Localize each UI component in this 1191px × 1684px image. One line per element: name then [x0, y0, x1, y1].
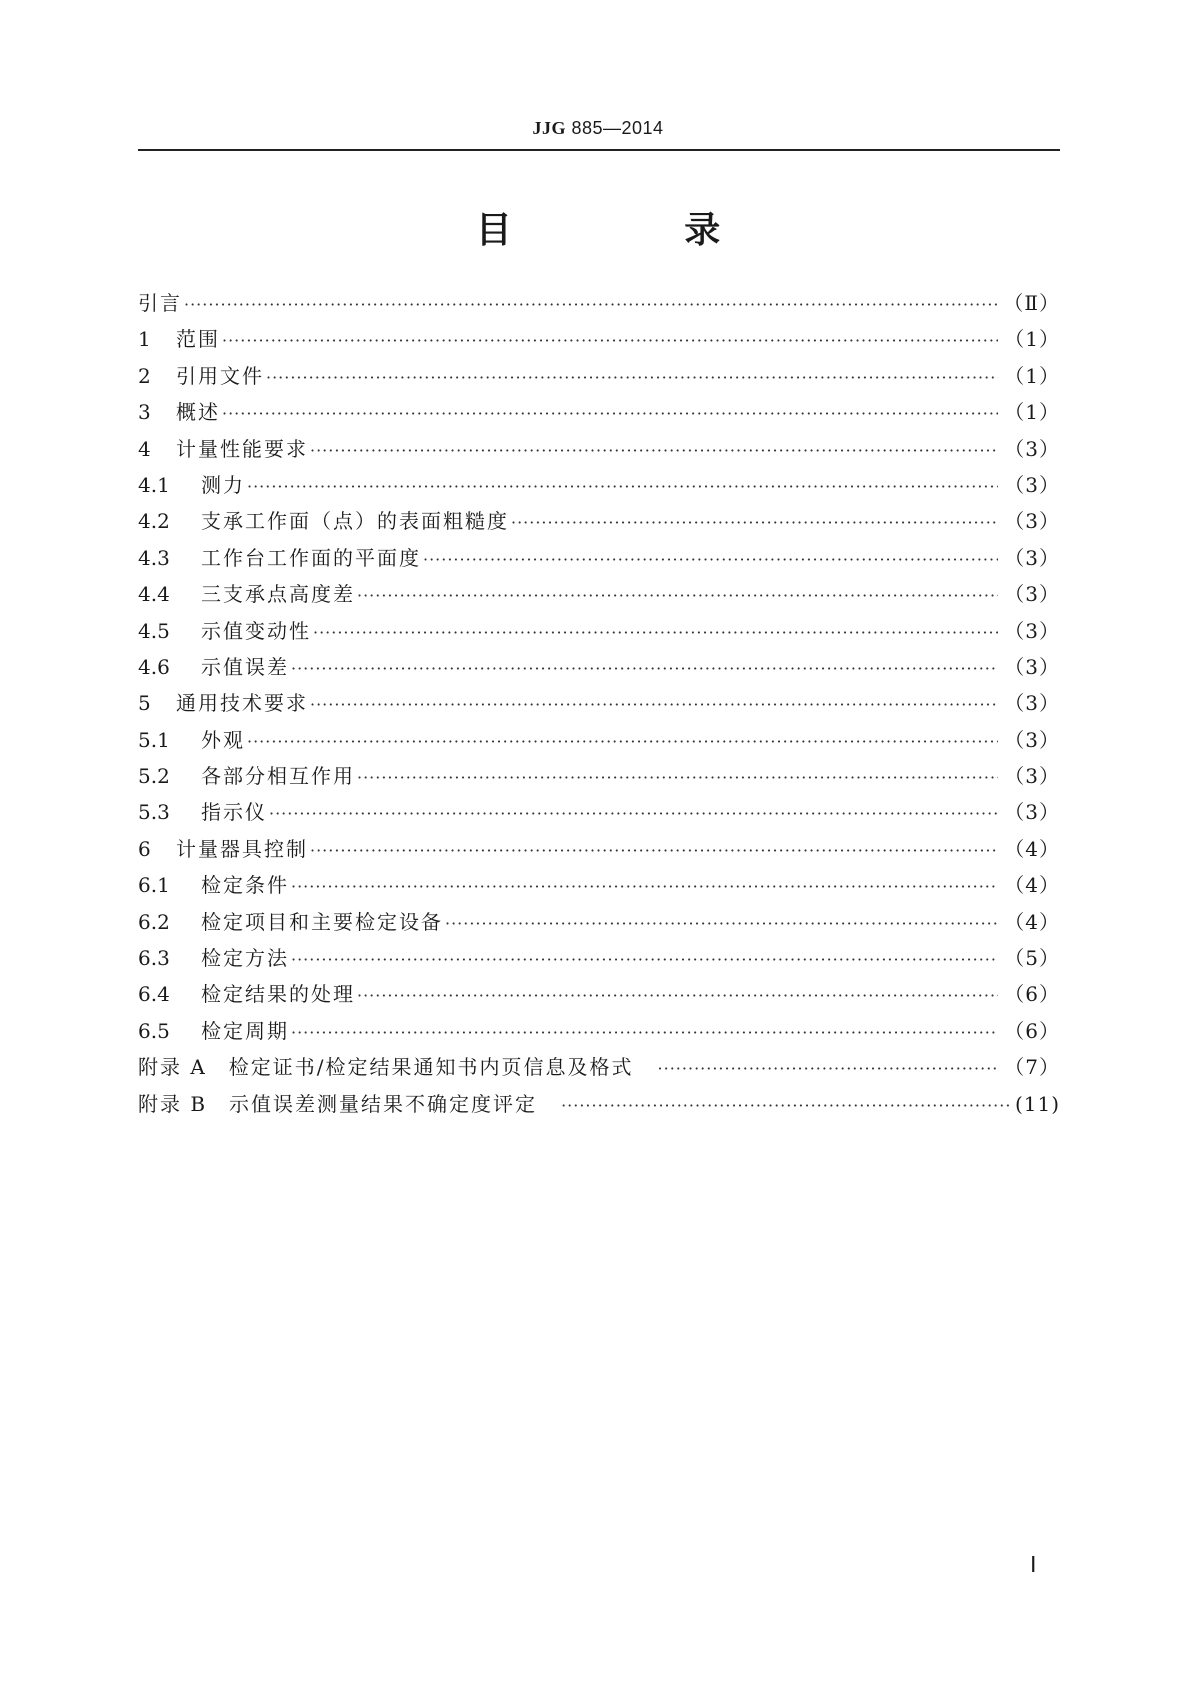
- toc-leader-dots: [222, 404, 998, 423]
- toc-entry-number: 4.2: [138, 509, 170, 534]
- toc-entry-number: 6.1: [138, 873, 170, 898]
- toc-entry-number: 5.2: [138, 764, 170, 789]
- toc-entry[interactable]: [138, 505, 1060, 541]
- toc-entry[interactable]: [138, 833, 1060, 869]
- toc-leader-dots: [423, 550, 998, 569]
- toc-entry-page: （4）: [1004, 909, 1060, 934]
- toc-entry[interactable]: [138, 724, 1060, 760]
- toc-entry-number: 6.4: [138, 982, 170, 1007]
- toc-entry-number: 2: [138, 363, 151, 388]
- toc-entry-number: 3: [138, 400, 151, 425]
- toc-entry-page: （4）: [1004, 873, 1060, 898]
- toc-leader-dots: [561, 1096, 1009, 1115]
- toc-entry-title: 各部分相互作用: [201, 764, 355, 789]
- toc-leader-dots: [357, 586, 998, 605]
- toc-leader-dots: [445, 914, 998, 933]
- toc-leader-dots: [247, 732, 998, 751]
- toc-entry[interactable]: [138, 869, 1060, 905]
- toc-entry-number: 4.1: [138, 472, 170, 497]
- toc-entry-page: （3）: [1004, 472, 1060, 497]
- toc-leader-dots: [357, 986, 998, 1005]
- toc-entry-title: 指示仪: [201, 800, 267, 825]
- toc-entry[interactable]: [138, 942, 1060, 978]
- toc-entry[interactable]: [138, 323, 1060, 359]
- toc-entry-number: 5.1: [138, 727, 170, 752]
- toc-entry[interactable]: [138, 978, 1060, 1014]
- toc-entry-number: 4: [138, 436, 151, 461]
- toc-entry-number: 4.6: [138, 654, 170, 679]
- toc-entry-page: （3）: [1004, 545, 1060, 570]
- toc-entry-page: （1）: [1004, 327, 1060, 352]
- toc-entry[interactable]: [138, 615, 1060, 651]
- toc-entry-page: （3）: [1004, 654, 1060, 679]
- toc-leader-dots: [247, 477, 998, 496]
- toc-entry-title: 计量器具控制: [176, 836, 308, 861]
- toc-entry[interactable]: [138, 1015, 1060, 1051]
- toc-entry[interactable]: [138, 1051, 1060, 1087]
- toc-entry-title: 工作台工作面的平面度: [201, 545, 421, 570]
- toc-entry-number: 6.5: [138, 1018, 170, 1043]
- toc-entry-title: 范围: [176, 327, 220, 352]
- toc-entry-number: 6.2: [138, 909, 170, 934]
- toc-entry[interactable]: [138, 1088, 1060, 1124]
- standard-code: JJG: [532, 118, 566, 138]
- toc-entry-title: 支承工作面（点）的表面粗糙度: [201, 509, 509, 534]
- toc-leader-dots: [658, 1059, 999, 1078]
- toc-entry-title: 三支承点高度差: [201, 582, 355, 607]
- toc-leader-dots: [291, 877, 998, 896]
- toc-entry-title: 引用文件: [176, 363, 264, 388]
- toc-entry[interactable]: [138, 287, 1060, 323]
- toc-entry-title: 附录 B 示值误差测量结果不确定度评定: [138, 1091, 538, 1116]
- toc-entry-number: 5: [138, 691, 151, 716]
- toc-leader-dots: [269, 804, 998, 823]
- toc-leader-dots: [511, 513, 998, 532]
- page-number: Ⅰ: [1030, 1552, 1037, 1577]
- toc-leader-dots: [266, 368, 998, 387]
- toc-entry[interactable]: [138, 687, 1060, 723]
- toc-entry[interactable]: [138, 396, 1060, 432]
- toc-entry[interactable]: [138, 760, 1060, 796]
- toc-entry-title: 检定项目和主要检定设备: [201, 909, 443, 934]
- toc-leader-dots: [291, 659, 998, 678]
- toc-entry-title: 检定周期: [201, 1018, 289, 1043]
- toc-entry-number: 4.4: [138, 582, 170, 607]
- toc-leader-dots: [222, 331, 998, 350]
- toc-entry-number: 6.3: [138, 946, 170, 971]
- toc-entry[interactable]: [138, 542, 1060, 578]
- toc-entry-title: 检定条件: [201, 873, 289, 898]
- toc-entry-number: 4.5: [138, 618, 170, 643]
- toc-entry-number: 5.3: [138, 800, 170, 825]
- running-header: [138, 118, 1058, 139]
- toc-entry-page: （6）: [1004, 1018, 1060, 1043]
- toc-entry-page: （3）: [1004, 582, 1060, 607]
- toc-entry-page: （3）: [1004, 727, 1060, 752]
- toc-entry[interactable]: [138, 906, 1060, 942]
- toc-entry[interactable]: [138, 796, 1060, 832]
- toc-entry-page: （3）: [1004, 691, 1060, 716]
- toc-entry[interactable]: [138, 360, 1060, 396]
- toc-entry-title: 示值变动性: [201, 618, 311, 643]
- toc-entry-page: （1）: [1004, 363, 1060, 388]
- toc-leader-dots: [313, 623, 998, 642]
- toc-entry[interactable]: [138, 469, 1060, 505]
- toc-leader-dots: [357, 768, 998, 787]
- toc-entry-title: 引言: [138, 291, 182, 315]
- table-of-contents: [138, 287, 1060, 1124]
- toc-entry-title: 示值误差: [201, 654, 289, 679]
- toc-entry[interactable]: [138, 651, 1060, 687]
- toc-entry-page: （1）: [1004, 400, 1060, 425]
- toc-entry-page: （6）: [1004, 982, 1060, 1007]
- toc-entry-page: （5）: [1004, 946, 1060, 971]
- toc-entry-number: 4.3: [138, 545, 170, 570]
- toc-entry-page: （3）: [1004, 618, 1060, 643]
- toc-entry-number: 1: [138, 327, 151, 352]
- toc-entry-number: 6: [138, 836, 151, 861]
- header-rule: [138, 149, 1060, 151]
- toc-entry-page: （Ⅱ）: [1003, 291, 1060, 315]
- toc-entry-title: 检定结果的处理: [201, 982, 355, 1007]
- toc-leader-dots: [291, 950, 998, 969]
- toc-entry-title: 附录 A 检定证书/检定结果通知书内页信息及格式: [138, 1055, 634, 1080]
- toc-entry-title: 测力: [201, 472, 245, 497]
- standard-number: 885—2014: [571, 118, 664, 138]
- page-title: 目 录: [475, 210, 801, 251]
- toc-entry-page: (11): [1014, 1091, 1060, 1116]
- toc-entry-title: 计量性能要求: [176, 436, 308, 461]
- toc-leader-dots: [184, 295, 997, 314]
- toc-entry-title: 通用技术要求: [176, 691, 308, 716]
- toc-entry[interactable]: [138, 433, 1060, 469]
- toc-entry-page: （7）: [1004, 1055, 1060, 1080]
- toc-leader-dots: [310, 695, 998, 714]
- toc-entry-page: （3）: [1004, 509, 1060, 534]
- toc-entry-page: （3）: [1004, 764, 1060, 789]
- toc-entry-page: （3）: [1004, 436, 1060, 461]
- toc-leader-dots: [310, 841, 998, 860]
- toc-entry-title: 外观: [201, 727, 245, 752]
- toc-entry[interactable]: [138, 578, 1060, 614]
- toc-entry-page: （4）: [1004, 836, 1060, 861]
- toc-entry-title: 概述: [176, 400, 220, 425]
- toc-entry-page: （3）: [1004, 800, 1060, 825]
- toc-entry-title: 检定方法: [201, 946, 289, 971]
- toc-leader-dots: [310, 441, 998, 460]
- toc-leader-dots: [291, 1023, 998, 1042]
